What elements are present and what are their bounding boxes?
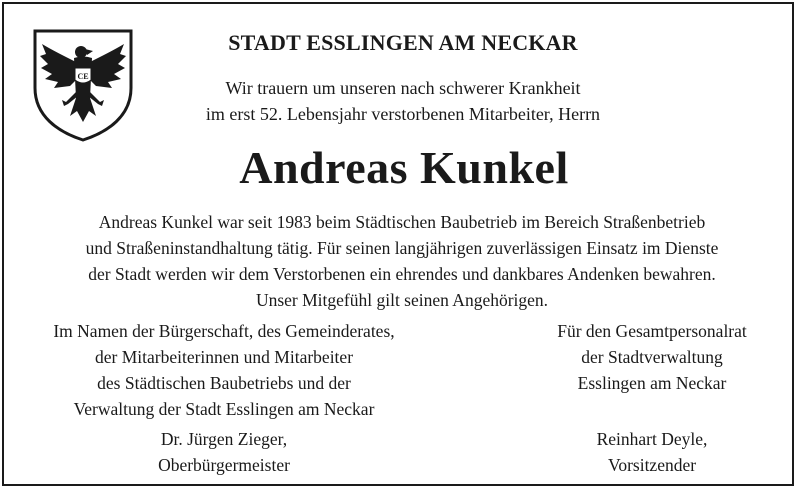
- body-line: der Stadt werden wir dem Verstorbenen ein ehrendes und dankbares Andenken bewahren.: [88, 264, 716, 284]
- intro-line: Wir trauern um unseren nach schwerer Krankheit: [225, 78, 581, 98]
- left-signer-title: Oberbürgermeister: [158, 455, 290, 475]
- crest-monogram: CE: [77, 72, 89, 81]
- body-line: und Straßeninstandhaltung tätig. Für seinen langjährigen zuverlässigen Einsatz im Dienste: [85, 238, 719, 258]
- body-line: Andreas Kunkel war seit 1983 beim Städtischen Baubetrieb im Bereich Straßenbetrieb: [98, 212, 706, 232]
- eagle-coat-of-arms-icon: [30, 26, 136, 144]
- obituary-body: [24, 209, 780, 313]
- body-line: Unser Mitgefühl gilt seinen Angehörigen.: [255, 290, 549, 310]
- left-block-line: der Mitarbeiterinnen und Mitarbeiter: [94, 347, 354, 367]
- coat-of-arms: [30, 26, 136, 144]
- right-signer-title: Vorsitzender: [607, 455, 697, 475]
- right-signature: [504, 426, 800, 478]
- obituary-notice: [2, 2, 794, 486]
- right-mourners-block: [504, 318, 800, 396]
- left-block-line: Verwaltung der Stadt Esslingen am Neckar: [73, 399, 375, 419]
- right-signer-name: Reinhart Deyle,: [596, 429, 708, 449]
- right-block-line: Esslingen am Neckar: [577, 373, 727, 393]
- intro-line: im erst 52. Lebensjahr verstorbenen Mitarbeiter, Herrn: [205, 104, 601, 124]
- left-block-line: Im Namen der Bürgerschaft, des Gemeinderates,: [53, 321, 395, 341]
- left-mourners-block: [24, 318, 424, 422]
- right-block-line: Für den Gesamtpersonalrat: [557, 321, 747, 341]
- intro-text: [134, 75, 672, 127]
- city-heading: STADT ESSLINGEN AM NECKAR: [228, 30, 578, 55]
- left-signature: [24, 426, 424, 478]
- right-block-line: der Stadtverwaltung: [581, 347, 723, 367]
- deceased-name: Andreas Kunkel: [239, 142, 569, 193]
- left-block-line: des Städtischen Baubetriebs und der: [97, 373, 351, 393]
- left-signer-name: Dr. Jürgen Zieger,: [160, 429, 288, 449]
